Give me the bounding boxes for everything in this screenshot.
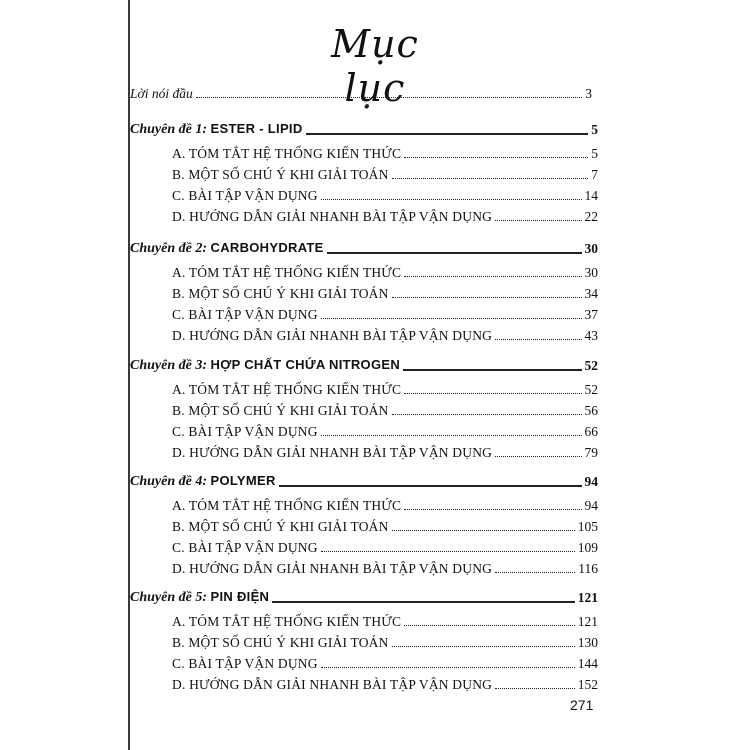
chapter-2-heading[interactable] (130, 237, 598, 257)
section-label: B. MỘT SỐ CHÚ Ý KHI GIẢI TOÁN (172, 286, 389, 301)
section-page: 14 (584, 188, 598, 203)
section-page: 34 (584, 286, 598, 301)
section-row[interactable] (172, 142, 598, 162)
section-page: 22 (584, 209, 598, 224)
dot-leader (392, 177, 589, 179)
solid-leader (306, 132, 589, 135)
section-label: D. HƯỚNG DẪN GIẢI NHANH BÀI TẬP VẬN DỤNG (172, 445, 493, 460)
section-row[interactable] (172, 303, 598, 323)
solid-leader (403, 368, 581, 371)
chapter-page: 94 (584, 474, 598, 489)
section-row[interactable] (172, 378, 598, 398)
section-label: A. TÓM TẮT HỆ THỐNG KIẾN THỨC (172, 614, 402, 629)
chapter-page: 5 (591, 122, 598, 137)
section-page: 52 (584, 382, 598, 397)
section-row[interactable] (172, 536, 598, 556)
section-row[interactable] (172, 673, 598, 693)
dot-leader (404, 392, 581, 394)
section-row[interactable] (172, 557, 598, 577)
section-label: B. MỘT SỐ CHÚ Ý KHI GIẢI TOÁN (172, 519, 389, 534)
chapter-page: 52 (584, 358, 598, 373)
chapter-heading-label (130, 473, 276, 490)
dot-leader (392, 645, 575, 647)
section-page: 144 (577, 656, 598, 671)
section-page: 105 (577, 519, 598, 534)
section-page: 130 (577, 635, 598, 650)
toc-intro-row[interactable] (130, 82, 592, 102)
section-page: 43 (584, 328, 598, 343)
section-row[interactable] (172, 205, 598, 225)
dot-leader (404, 275, 581, 277)
section-row[interactable] (172, 441, 598, 461)
dot-leader (495, 687, 575, 689)
chapter-name: POLYMER (210, 473, 276, 488)
chapter-heading-label (130, 121, 303, 138)
dot-leader (196, 96, 583, 98)
toc-page (130, 0, 750, 750)
section-page: 116 (578, 561, 598, 576)
dot-leader (321, 666, 575, 668)
solid-leader (279, 484, 582, 487)
intro-page: 3 (585, 86, 592, 101)
section-page: 66 (584, 424, 598, 439)
chapter-page: 30 (584, 241, 598, 256)
section-page: 7 (591, 167, 598, 182)
dot-leader (495, 338, 581, 340)
dot-leader (404, 624, 575, 626)
chapter-name: CARBOHYDRATE (210, 240, 324, 255)
chapter-prefix: Chuyên đề 4: (130, 474, 207, 489)
section-row[interactable] (172, 610, 598, 630)
section-label: A. TÓM TẮT HỆ THỐNG KIẾN THỨC (172, 382, 402, 397)
chapter-name: ESTER - LIPID (210, 121, 303, 136)
section-row[interactable] (172, 261, 598, 281)
section-row[interactable] (172, 494, 598, 514)
dot-leader (392, 413, 582, 415)
section-page: 5 (591, 146, 598, 161)
section-page: 94 (584, 498, 598, 513)
chapter-4-heading[interactable] (130, 470, 598, 490)
chapter-prefix: Chuyên đề 1: (130, 122, 207, 137)
section-row[interactable] (172, 282, 598, 302)
section-label: A. TÓM TẮT HỆ THỐNG KIẾN THỨC (172, 498, 402, 513)
section-label: A. TÓM TẮT HỆ THỐNG KIẾN THỨC (172, 265, 402, 280)
section-label: B. MỘT SỐ CHÚ Ý KHI GIẢI TOÁN (172, 635, 389, 650)
section-row[interactable] (172, 324, 598, 344)
chapter-name: HỢP CHẤT CHỨA NITROGEN (210, 357, 401, 372)
chapter-name: PIN ĐIỆN (210, 589, 270, 604)
section-page: 109 (577, 540, 598, 555)
chapter-prefix: Chuyên đề 5: (130, 590, 207, 605)
section-label: B. MỘT SỐ CHÚ Ý KHI GIẢI TOÁN (172, 167, 389, 182)
section-row[interactable] (172, 399, 598, 419)
chapter-prefix: Chuyên đề 3: (130, 358, 207, 373)
section-label: C. BÀI TẬP VẬN DỤNG (172, 540, 318, 555)
chapter-heading-label (130, 357, 400, 374)
section-label: C. BÀI TẬP VẬN DỤNG (172, 307, 318, 322)
section-page: 37 (584, 307, 598, 322)
dot-leader (392, 529, 575, 531)
chapter-heading-label (130, 589, 269, 606)
dot-leader (321, 550, 575, 552)
chapter-page: 121 (577, 590, 598, 605)
dot-leader (321, 317, 582, 319)
section-page: 56 (584, 403, 598, 418)
section-row[interactable] (172, 631, 598, 651)
dot-leader (392, 296, 582, 298)
section-label: C. BÀI TẬP VẬN DỤNG (172, 188, 318, 203)
section-row[interactable] (172, 652, 598, 672)
section-page: 30 (584, 265, 598, 280)
section-label: C. BÀI TẬP VẬN DỤNG (172, 424, 318, 439)
section-label: A. TÓM TẮT HỆ THỐNG KIẾN THỨC (172, 146, 402, 161)
section-label: D. HƯỚNG DẪN GIẢI NHANH BÀI TẬP VẬN DỤNG (172, 677, 493, 692)
solid-leader (272, 600, 575, 603)
chapter-prefix: Chuyên đề 2: (130, 241, 207, 256)
section-label: D. HƯỚNG DẪN GIẢI NHANH BÀI TẬP VẬN DỤNG (172, 328, 493, 343)
chapter-5-heading[interactable] (130, 586, 598, 606)
chapter-1-heading[interactable] (130, 118, 598, 138)
section-page: 121 (577, 614, 598, 629)
section-row[interactable] (172, 184, 598, 204)
section-label: D. HƯỚNG DẪN GIẢI NHANH BÀI TẬP VẬN DỤNG (172, 561, 493, 576)
section-row[interactable] (172, 420, 598, 440)
toc-title: Mục lục (331, 22, 419, 110)
dot-leader (495, 455, 581, 457)
section-label: D. HƯỚNG DẪN GIẢI NHANH BÀI TẬP VẬN DỤNG (172, 209, 493, 224)
dot-leader (404, 156, 588, 158)
section-page: 152 (577, 677, 598, 692)
section-label: C. BÀI TẬP VẬN DỤNG (172, 656, 318, 671)
section-row[interactable] (172, 515, 598, 535)
chapter-3-heading[interactable] (130, 354, 598, 374)
section-page: 79 (584, 445, 598, 460)
chapter-heading-label (130, 240, 324, 257)
dot-leader (321, 198, 582, 200)
section-row[interactable] (172, 163, 598, 183)
dot-leader (495, 571, 575, 573)
intro-label: Lời nói đầu (130, 86, 193, 101)
dot-leader (321, 434, 582, 436)
dot-leader (495, 219, 581, 221)
solid-leader (327, 251, 582, 254)
dot-leader (404, 508, 581, 510)
page-number: 271 (570, 697, 594, 713)
section-label: B. MỘT SỐ CHÚ Ý KHI GIẢI TOÁN (172, 403, 389, 418)
